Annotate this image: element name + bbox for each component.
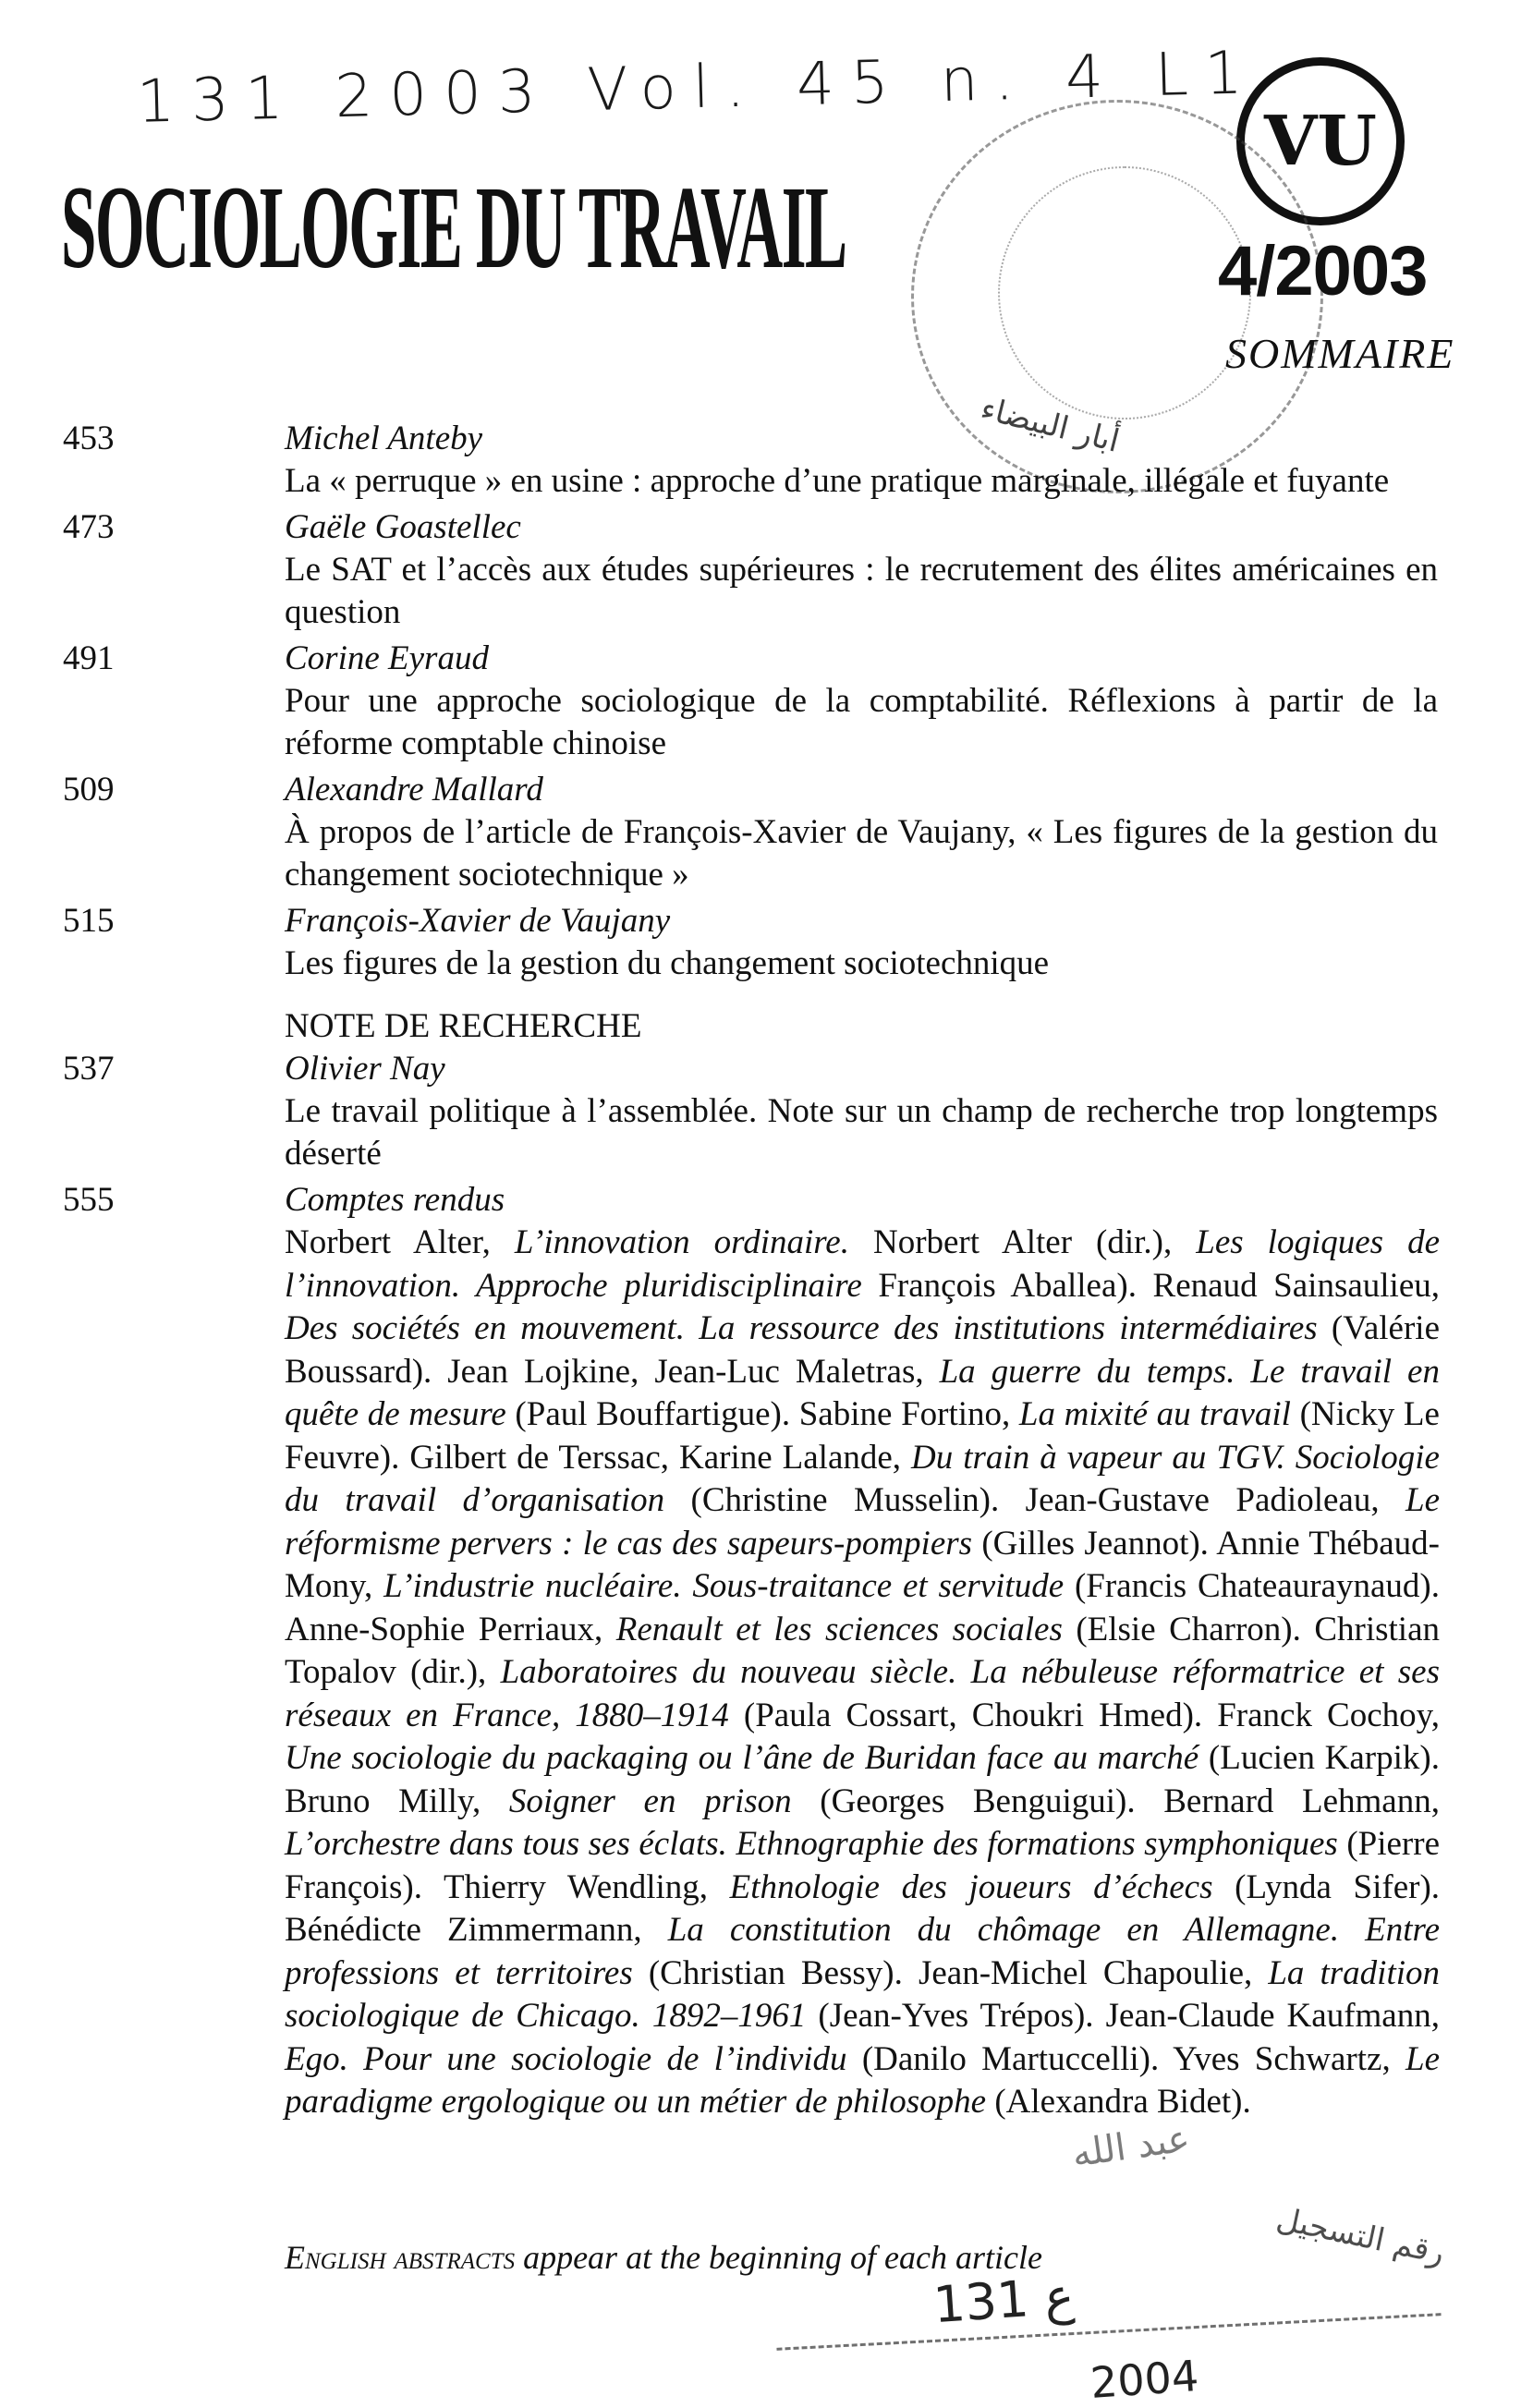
review-author: Norbert Alter (dir.), [872, 1223, 1197, 1261]
review-reviewer: (Pierre François). [285, 1825, 1440, 1906]
review-reviewer: (Georges Benguigui). [791, 1782, 1164, 1820]
handwritten-registration-number: ع 131 [931, 2266, 1077, 2335]
page-number: 555 [63, 1181, 115, 1219]
arabic-registration-label: رقم التسجيل [1272, 2200, 1448, 2272]
summary-label: SOMMAIRE [1225, 330, 1455, 377]
article-title: À propos de l’article de François-Xavier de Vaujany, « Les figures de la gestion du changement sociotechnique » [285, 813, 1438, 894]
review-reviewer: François Aballea). [861, 1266, 1153, 1305]
english-abstracts-note [285, 2238, 1042, 2277]
review-reviewer: (Nicky Le Feuvre). [285, 1395, 1440, 1477]
page-number: 509 [63, 771, 115, 809]
handwritten-date: 2004 [1089, 2350, 1200, 2408]
review-reviewer: (Francis Chateauraynaud). [1064, 1567, 1440, 1605]
review-author: Gilbert de Terssac, Karine Lalande, [409, 1438, 912, 1477]
review-reviewer: (Lucien Karpik). [1199, 1739, 1440, 1777]
article-title: Les figures de la gestion du changement sociotechnique [285, 944, 1050, 982]
review-book-title: Des sociétés en mouvement. La ressource des institutions intermédiaires [285, 1309, 1318, 1347]
article-author: Gaële Goastellec [285, 508, 521, 546]
review-book-title: La mixité au travail [1018, 1395, 1291, 1433]
journal-title: SOCIOLOGIE DU TRAVAIL [61, 162, 846, 293]
review-reviewer: (Jean-Yves Trépos). [806, 1997, 1106, 2035]
review-reviewer [849, 1223, 873, 1261]
page-number: 453 [63, 420, 115, 457]
review-reviewer: (Elsie Charron). [1062, 1610, 1315, 1648]
english-abstracts-caps: English abstracts [285, 2239, 516, 2276]
review-book-title: La tradition sociologique de Chicago. 1892–1961 [285, 1953, 1441, 2035]
toc-entry [0, 506, 1521, 634]
article-title: La « perruque » en usine : approche d’une pratique marginale, illégale et fuyante [285, 462, 1390, 500]
review-reviewer: (Gilles Jeannot). [972, 1524, 1217, 1563]
review-reviewer: (Lynda Sifer). [1212, 1867, 1441, 1906]
article-author: Alexandre Mallard [285, 771, 543, 809]
review-book-title: La guerre du temps. Le travail en quête de mesure [285, 1352, 1440, 1433]
review-author: Thierry Wendling, [443, 1867, 730, 1906]
article-author: François-Xavier de Vaujany [285, 902, 671, 940]
article-title: Le travail politique à l’assemblée. Note sur un champ de recherche trop longtemps déserté [285, 1092, 1438, 1173]
review-author: Jean Lojkine, Jean-Luc Maletras, [447, 1352, 940, 1391]
review-author: Jean-Gustave Padioleau, [1025, 1481, 1406, 1519]
review-reviewer: (Christian Bessy). [632, 1953, 919, 1992]
section-heading: NOTE DE RECHERCHE [285, 1007, 642, 1045]
review-book-title: Le réformisme pervers : le cas des sapeurs-pompiers [285, 1481, 1441, 1563]
page-number: 515 [63, 902, 115, 940]
review-author: Norbert Alter, [285, 1223, 515, 1261]
review-book-title: La constitution du chômage en Allemagne. Entre professions et territoires [285, 1911, 1440, 1992]
review-book-title: Le paradigme ergologique ou un métier de philosophe [285, 2039, 1440, 2121]
reviews-heading: Comptes rendus [285, 1181, 505, 1219]
article-author: Olivier Nay [285, 1050, 445, 1088]
arabic-signature: عبد الله [1069, 2117, 1193, 2176]
review-reviewer: (Valérie Boussard). [285, 1309, 1440, 1391]
toc-entry [0, 900, 1521, 985]
review-author: Christian Topalov (dir.), [285, 1610, 1440, 1691]
page-number: 537 [63, 1050, 115, 1088]
review-book-title: L’orchestre dans tous ses éclats. Ethnographie des formations symphoniques [285, 1825, 1338, 1863]
review-author: Renaud Sainsaulieu, [1152, 1266, 1441, 1305]
issue-number: 4/2003 [1218, 232, 1428, 310]
review-author: Franck Cochoy, [1217, 1696, 1440, 1734]
review-book-title: Du train à vapeur au TGV. Sociologie du travail d’organisation [285, 1438, 1440, 1519]
review-author: Annie Thébaud-Mony, [285, 1524, 1440, 1605]
page-number: 473 [63, 508, 115, 546]
review-author: Yves Schwartz, [1173, 2039, 1405, 2078]
review-book-title: Soigner en prison [508, 1782, 792, 1820]
article-author: Michel Anteby [285, 420, 483, 457]
review-author: Bruno Milly, [285, 1782, 509, 1820]
review-book-title: Ego. Pour une sociologie de l’individu [285, 2039, 847, 2078]
vu-stamp: VU [1236, 57, 1405, 225]
review-book-title: L’innovation ordinaire. [514, 1223, 849, 1261]
table-of-contents [0, 418, 1521, 2124]
toc-entry [0, 418, 1521, 503]
review-author: Bénédicte Zimmermann, [285, 1911, 668, 1949]
article-title: Pour une approche sociologique de la comptabilité. Réflexions à partir de la réforme comptable chinoise [285, 682, 1438, 762]
review-book-title: Les logiques de l’innovation. Approche pluridisciplinaire [285, 1223, 1440, 1305]
review-reviewer: (Danilo Martuccelli). [846, 2039, 1174, 2078]
toc-entry [0, 638, 1521, 765]
dashed-underline [776, 2313, 1441, 2351]
review-book-title: Laboratoires du nouveau siècle. La nébuleuse réformatrice et ses réseaux en France, 1880–1914 [285, 1653, 1440, 1734]
review-reviewer: (Christine Musselin). [664, 1481, 1026, 1519]
reviews-list [285, 1222, 1440, 2124]
review-book-title: Renault et les sciences sociales [615, 1610, 1063, 1648]
review-author: Bernard Lehmann, [1163, 1782, 1440, 1820]
article-title: Le SAT et l’accès aux études supérieures : le recrutement des élites américaines en question [285, 551, 1438, 631]
review-reviewer: (Paul Bouffartigue). [505, 1395, 799, 1433]
review-author: Jean-Michel Chapoulie, [918, 1953, 1269, 1992]
review-reviewer: (Alexandra Bidet). [986, 2083, 1251, 2121]
library-round-stamp-inner [998, 166, 1251, 420]
arabic-stamp-text: أبار البيضاء [977, 390, 1124, 460]
toc-entry-reviews [0, 1179, 1521, 2124]
english-abstracts-rest: appear at the beginning of each article [515, 2239, 1042, 2276]
review-book-title: L’industrie nucléaire. Sous-traitance et servitude [383, 1567, 1065, 1605]
toc-entry [0, 769, 1521, 896]
handwritten-reference-note: 131 2003 Vol. 45 n. 4 L1 [136, 39, 1260, 137]
article-author: Corine Eyraud [285, 639, 489, 677]
review-book-title: Ethnologie des joueurs d’échecs [729, 1867, 1213, 1906]
review-author: Anne-Sophie Perriaux, [285, 1610, 616, 1648]
review-reviewer: (Paula Cossart, Choukri Hmed). [728, 1696, 1218, 1734]
page-number: 491 [63, 639, 115, 677]
review-author: Jean-Claude Kaufmann, [1105, 1997, 1440, 2035]
review-book-title: Une sociologie du packaging ou l’âne de Buridan face au marché [285, 1739, 1199, 1777]
review-author: Sabine Fortino, [798, 1395, 1019, 1433]
toc-entry [0, 1048, 1521, 1175]
